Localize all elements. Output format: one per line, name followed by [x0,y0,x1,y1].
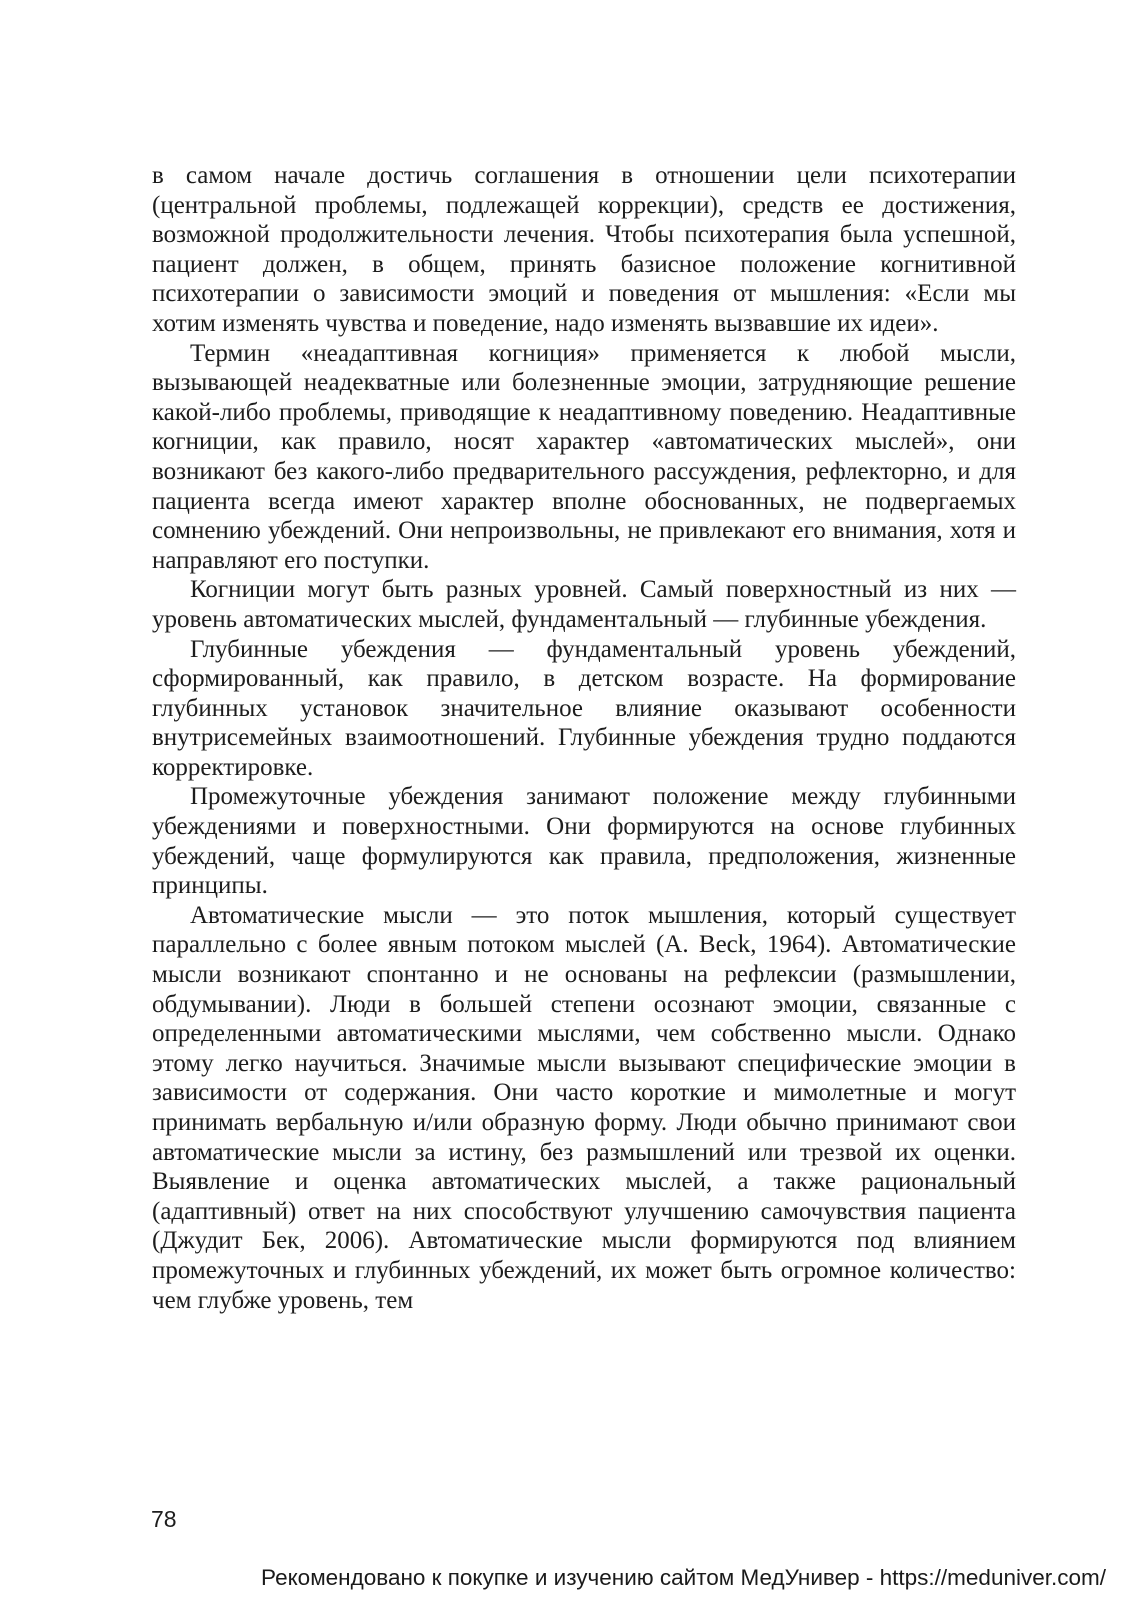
paragraph: Автоматические мысли — это поток мышления, который существует параллельно с более явным потоком мыслей (A. Beck, 1964). Автоматические мысли возникают спонтанно и не основаны на рефлексии (размышлении, обдумывании). Люди в большей степени осознают эмоции, связанные с определенными автоматическими мыслями, чем собственно мысли. Однако этому легко научиться. Значимые мысли вызывают специфические эмоции в зависимости от содержания. Они часто короткие и мимолетные и могут принимать вербальную и/или образную форму. Люди обычно принимают свои автоматические мысли за истину, без размышлений или трезвой их оценки. Выявление и оценка автоматических мыслей, а также рациональный (адаптивный) ответ на них способствуют улучшению самочувствия пациента (Джудит Бек, 2006). Автоматические мысли формируются под влиянием промежуточных и глубинных убеждений, их может быть огромное количество: чем глубже уровень, тем [152,901,1016,1314]
page-number: 78 [151,1506,177,1532]
paragraph: Промежуточные убеждения занимают положение между глубинными убеждениями и поверхностными. Они формируются на основе глубинных убеждений, чаще формулируются как правила, предположения, жизненные принципы. [152,783,1016,900]
paragraph: Термин «неадаптивная когниция» применяется к любой мысли, вызывающей неадекватные или болезненные эмоции, затрудняющие решение какой-либо проблемы, приводящие к неадаптивному поведению. Неадаптивные когниции, как правило, носят характер «автоматических мыслей», они возникают без какого-либо предварительного рассуждения, рефлекторно, и для пациента всегда имеют характер вполне обоснованных, не подвергаемых сомнению убеждений. Они непроизвольны, не привлекают его внимания, хотя и направляют его поступки. [152,339,1016,574]
body-text [152,161,1016,1315]
watermark-text: Рекомендовано к покупке и изучению сайтом МедУнивер - https://meduniver.com/ [261,1565,1106,1590]
paragraph: в самом начале достичь соглашения в отношении цели психотерапии (центральной проблемы, подлежащей коррекции), средств ее достижения, возможной продолжительности лечения. Чтобы психотерапия была успешной, пациент должен, в общем, принять базисное положение когнитивной психотерапии о зависимости эмоций и поведения от мышления: «Если мы хотим изменять чувства и поведение, надо изменять вызвавшие их идеи». [152,162,1016,337]
paragraph: Когниции могут быть разных уровней. Самый поверхностный из них — уровень автоматических мыслей, фундаментальный — глубинные убеждения. [152,576,1016,633]
paragraph: Глубинные убеждения — фундаментальный уровень убеждений, сформированный, как правило, в детском возрасте. На формирование глубинных установок значительное влияние оказывают особенности внутрисемейных взаимоотношений. Глубинные убеждения трудно поддаются корректировке. [152,635,1016,781]
